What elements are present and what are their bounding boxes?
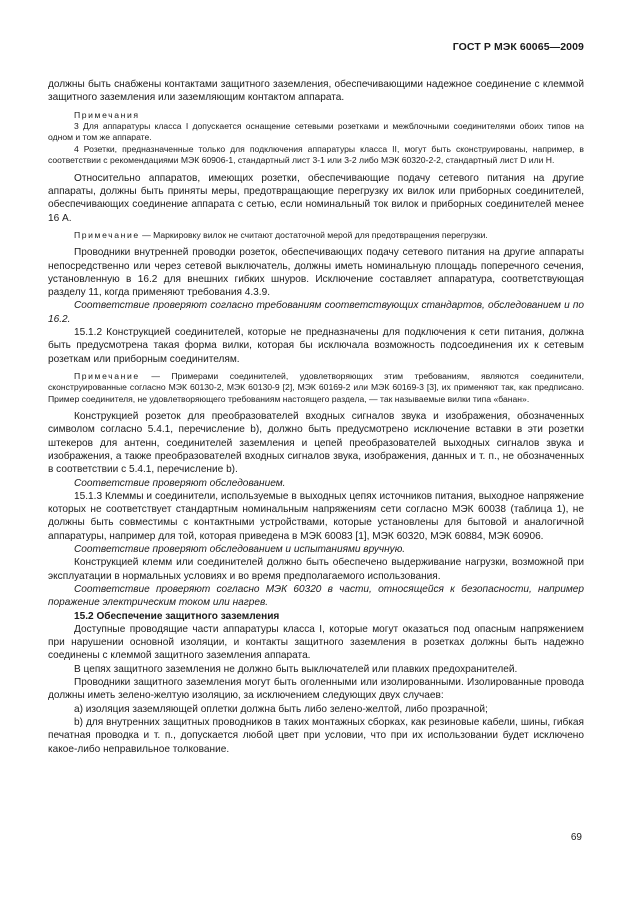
note-3: 3 Для аппаратуры класса I допускается оснащение сетевыми розетками и межблочными соединителями обоих типов на одном и том же аппарате. [48, 121, 584, 143]
clause-15-1-3: 15.1.3 Клеммы и соединители, используемые в выходных цепях источников питания, выходное напряжение которых не соответствует стандартным номинальным напряжениям сети согласно МЭК 60038 (таблица 1), не должны быть совместимы с контактными устройствами, которые установлены для бытовой и аналогичной аппаратуры, например для той, которая приведена в МЭК 60083 [1], МЭК 60320, МЭК 60884, МЭК 60906. [48, 490, 584, 542]
note-5 [48, 230, 584, 241]
paragraph: Доступные проводящие части аппаратуры класса I, которые могут оказаться под опасным напряжением при нарушении основной изоляции, и контакты защитного заземления в розетках должны быть надежно соединены с клеммой защитного заземления аппарата. [48, 623, 584, 662]
list-item: a) изоляция заземляющей оплетки должна быть либо зелено-желтой, либо прозрачной; [74, 703, 488, 715]
paragraph: Конструкцией розеток для преобразователей входных сигналов звука и изображения, обозначенных символом согласно 5.4.1, перечисление b), должно быть предусмотрено исключение вставки в эти розетки штекеров для антенн, соединителей заземления и цепей преобразователей выходных сигналов звука и изображения, а также преобразователей входных сигналов звука, изображения, данных и т. п., не обозначенных в соответствии с 5.4.1, перечисление b). [48, 411, 584, 476]
page-number: 69 [570, 832, 582, 843]
compliance-check: Соответствие проверяют согласно требованиям соответствующих стандартов, обследованием и по 16.2. [48, 300, 584, 325]
paragraph: должны быть снабжены контактами защитного заземления, обеспечивающими надежное соединение с клеммой защитного заземления или заземляющим контактом аппарата. [48, 79, 584, 104]
compliance-check: Соответствие проверяют обследованием и испытаниями вручную. [74, 544, 406, 556]
note-label: Примечание [74, 229, 140, 240]
document-body [48, 78, 584, 756]
paragraph: В цепях защитного заземления не должно быть выключателей или плавких предохранителей. [74, 663, 518, 675]
note-4: 4 Розетки, предназначенные только для подключения аппаратуры класса II, могут быть сконструированы, например, в соответствии с рекомендациями МЭК 60906-1, стандартный лист 3-1 или 3-2 либо МЭК 60320-2-2, стандартный лист D или H. [48, 143, 584, 166]
paragraph: Относительно аппаратов, имеющих розетки, обеспечивающие подачу сетевого питания на другие аппараты, должны быть приняты меры, предотвращающие перегрузку их вилок или приборных соединителей, обеспечивающих соединение аппарата с сетью, если номинальный ток вилок и приборных соединителей менее 16 А. [48, 172, 584, 224]
paragraph: Конструкцией клемм или соединителей должно быть обеспечено выдерживание нагрузки, возможной при эксплуатации в нормальных условиях и во время предполагаемого использования. [48, 557, 584, 582]
note-label: Примечание [74, 370, 140, 381]
section-heading: 15.2 Обеспечение защитного заземления [74, 610, 280, 622]
paragraph: Проводники внутренней проводки розеток, обеспечивающих подачу сетевого питания на другие аппараты непосредственно или через сетевой выключатель, должны иметь номинальную площадь поперечного сечения, установленную в 16.2 для внешних гибких шнуров. Исключение составляет аппаратура, соответствующая разделу 11, когда применяют требования 4.3.9. [48, 247, 584, 299]
document-header: ГОСТ Р МЭК 60065—2009 [452, 41, 584, 53]
note-text: — Примерами соединителей, удовлетворяющих этим требованиям, являются соединители, сконструированные согласно МЭК 60130-2, МЭК 60130-9 [2], МЭК 60169-2 или МЭК 60169-3 [3], их применяют так, как предписано. Пример соединителя, не удовлетворяющего требованиям настоящего раздела, — так называемые вилки типа «банан». [48, 370, 584, 404]
compliance-check: Соответствие проверяют обследованием. [74, 477, 286, 489]
note-text: — Маркировку вилок не считают достаточной мерой для предотвращения перегрузки. [139, 229, 488, 240]
compliance-check: Соответствие проверяют согласно МЭК 60320 в части, относящейся к безопасности, например поражение электрическим током или нагрев. [48, 583, 584, 609]
notes-title: Примечания [74, 109, 140, 120]
paragraph: Проводники защитного заземления могут быть оголенными или изолированными. Изолированные провода должны иметь зелено-желтую изоляцию, за исключением следующих двух случаев: [48, 677, 584, 702]
note-6 [48, 371, 584, 405]
clause-15-1-2: 15.1.2 Конструкцией соединителей, которые не предназначены для подключения к сети питания, должна быть предусмотрена такая форма вилки, которая бы исключала возможность подсоединения их к сетевым розеткам или приборным соединителям. [48, 327, 584, 365]
list-item: b) для внутренних защитных проводников в таких монтажных сборках, как резиновые кабели, шины, гибкая печатная проводка и т. п., допускается любой цвет при условии, что при их использовании будет исключено какое-либо неправильное толкование. [48, 716, 584, 755]
